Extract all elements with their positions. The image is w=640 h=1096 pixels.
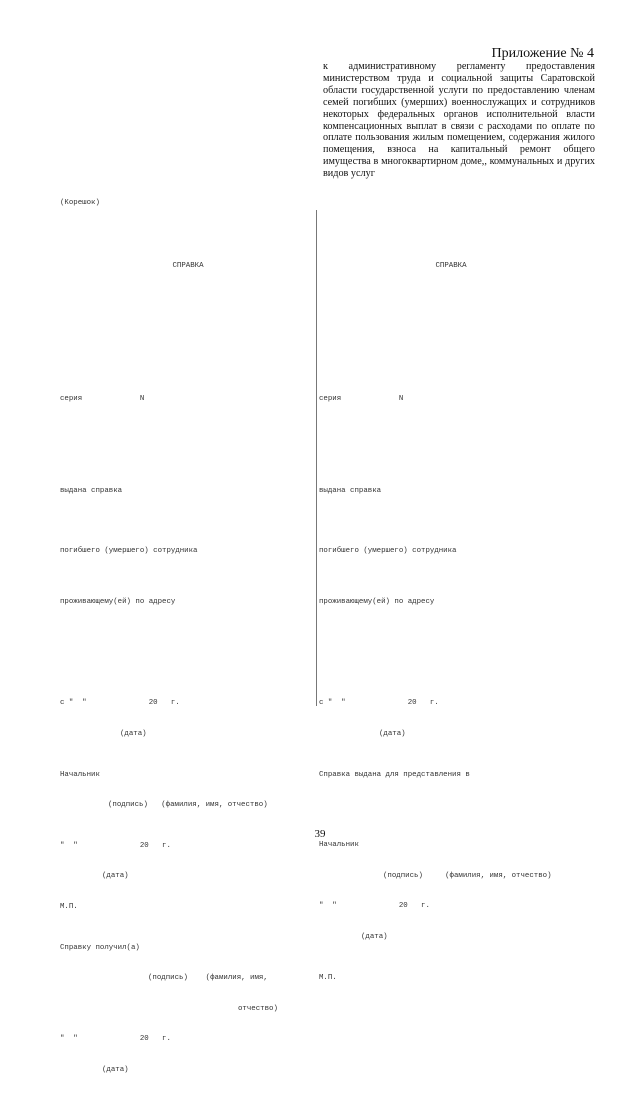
series-line: серия N bbox=[319, 395, 404, 403]
residing-line: проживающему(ей) по адресу bbox=[319, 597, 435, 606]
head-signature-caption: (подпись) (фамилия, имя, отчество) bbox=[108, 801, 268, 810]
date-line-2: " " 20 г. bbox=[319, 902, 430, 911]
head-signature-caption: (подпись) (фамилия, имя, отчество) bbox=[383, 871, 552, 880]
certificate-title: СПРАВКА bbox=[172, 262, 204, 271]
issued-to-line: выдана справка bbox=[319, 486, 382, 495]
received-signature-caption-2: отчество) bbox=[238, 1004, 278, 1013]
date-caption: (дата) bbox=[120, 729, 147, 738]
head-label: Начальник bbox=[319, 841, 359, 850]
date-line: с " " 20 г. bbox=[60, 699, 180, 708]
page-number: 39 bbox=[314, 828, 326, 840]
column-divider bbox=[316, 210, 317, 706]
date-caption-2: (дата) bbox=[102, 872, 129, 881]
certificate-stub-column bbox=[60, 210, 316, 1096]
stamp-place: М.П. bbox=[319, 973, 337, 982]
given-for-line: Справка выдана для представления в bbox=[319, 770, 470, 779]
certificate-title: СПРАВКА bbox=[435, 262, 467, 271]
date-caption-3: (дата) bbox=[102, 1065, 129, 1074]
date-line-2: " " 20 г. bbox=[60, 841, 171, 850]
issued-to-line: выдана справка bbox=[60, 486, 123, 495]
received-signature-caption: (подпись) (фамилия, имя, bbox=[148, 974, 268, 983]
appendix-title: Приложение № 4 bbox=[491, 46, 594, 61]
certificate-main-column bbox=[319, 210, 583, 1003]
deceased-employee-line: погибшего (умершего) сотрудника bbox=[60, 547, 198, 556]
series-line: серия N bbox=[60, 395, 145, 403]
date-caption-2: (дата) bbox=[361, 932, 388, 941]
head-label: Начальник bbox=[60, 770, 100, 779]
received-by-line: Справку получил(а) bbox=[60, 943, 140, 952]
deceased-employee-line: погибшего (умершего) сотрудника bbox=[319, 547, 457, 556]
stamp-place: М.П. bbox=[60, 902, 78, 911]
date-caption: (дата) bbox=[379, 729, 406, 738]
residing-line: проживающему(ей) по адресу bbox=[60, 597, 176, 606]
date-line-3: " " 20 г. bbox=[60, 1035, 171, 1044]
appendix-text: к административному регламенту предоставления министерством труда и социальной защиты Саратовской области государственной услуги по предоставлению членам семей погибших (умерших) военнослужащих и сотрудников некоторых федеральных органов исполнительной власти компенсационных выплат в связи с расходами по оплате по оплате пользования жилым помещением, содержания жилого помещения, взноса на капитальный ремонт общего имущества в многоквартирном доме,, коммунальных и других видов услуг bbox=[323, 61, 595, 180]
date-line: с " " 20 г. bbox=[319, 699, 439, 708]
koreshok-label: (Корешок) bbox=[60, 199, 100, 207]
